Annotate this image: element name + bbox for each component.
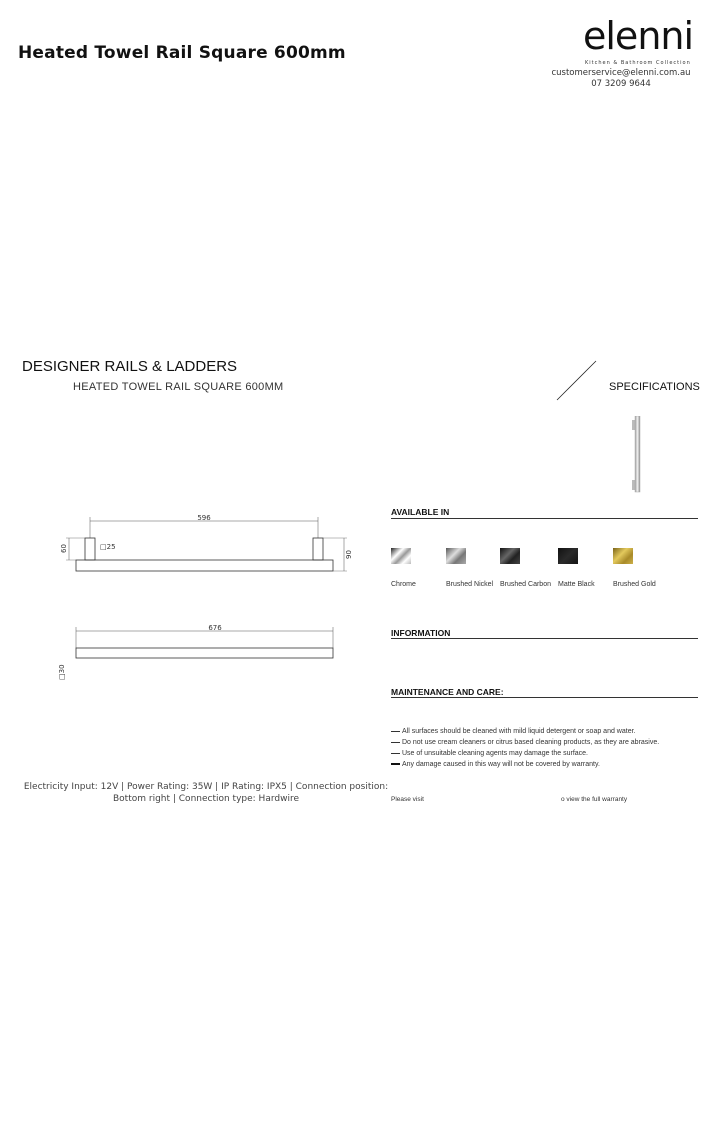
logo-tagline: Kitchen & Bathroom Collection: [585, 60, 691, 66]
swatch-brushed-carbon: [500, 548, 520, 564]
finish-label-brushed-carbon: Brushed Carbon: [500, 581, 551, 588]
care-item: Use of unsuitable cleaning agents may damage the surface.: [391, 748, 659, 759]
finish-label-chrome: Chrome: [391, 581, 416, 588]
swatch-matte-black: [558, 548, 578, 564]
category-title: DESIGNER RAILS & LADDERS: [22, 358, 238, 375]
dim-post-height: 60: [60, 544, 68, 553]
care-list: [391, 726, 659, 770]
contact-block: [546, 68, 696, 90]
available-in-rule: [391, 518, 698, 519]
specifications-label: SPECIFICATIONS: [609, 381, 700, 393]
warranty-link-text[interactable]: o view the full warranty: [561, 796, 628, 803]
care-item: Any damage caused in this way will not be covered by warranty.: [391, 759, 659, 770]
elenni-logo: [583, 14, 694, 68]
dim-front-width: 596: [197, 514, 211, 522]
available-in-heading: AVAILABLE IN: [391, 507, 450, 517]
information-rule: [391, 638, 698, 639]
care-item: All surfaces should be cleaned with mild liquid detergent or soap and water.: [391, 726, 659, 737]
diagonal-divider-icon: [556, 360, 598, 402]
swatch-brushed-gold: [613, 548, 633, 564]
swatch-chrome: [391, 548, 411, 564]
contact-phone[interactable]: 07 3209 9644: [591, 79, 651, 89]
finish-label-matte-black: Matte Black: [558, 581, 595, 588]
dim-total-depth: 90: [345, 550, 353, 559]
top-view-drawing: [55, 620, 355, 682]
dim-post-size: □25: [100, 543, 116, 551]
maintenance-rule: [391, 697, 698, 698]
finish-label-brushed-gold: Brushed Gold: [613, 581, 656, 588]
product-name: HEATED TOWEL RAIL SQUARE 600MM: [73, 381, 284, 393]
contact-email[interactable]: customerservice@elenni.com.au: [551, 68, 691, 78]
product-photo: [630, 416, 644, 494]
logo-wordmark: elenni: [583, 14, 694, 58]
care-item: Do not use cream cleaners or citrus based cleaning products, as they are abrasive.: [391, 737, 659, 748]
warranty-visit-text: Please visit: [391, 796, 424, 803]
swatch-brushed-nickel: [446, 548, 466, 564]
page-title: Heated Towel Rail Square 600mm: [18, 43, 346, 63]
dim-rail-size: □30: [58, 664, 66, 680]
dim-top-width: 676: [208, 624, 222, 632]
front-view-drawing: [55, 510, 355, 585]
information-heading: INFORMATION: [391, 628, 451, 638]
finish-label-brushed-nickel: Brushed Nickel: [446, 581, 494, 588]
electrical-specs: Electricity Input: 12V | Power Rating: 35W | IP Rating: IPX5 | Connection position: Bottom right | Connection type: Hardwire: [23, 782, 389, 804]
maintenance-heading: MAINTENANCE AND CARE:: [391, 687, 504, 697]
